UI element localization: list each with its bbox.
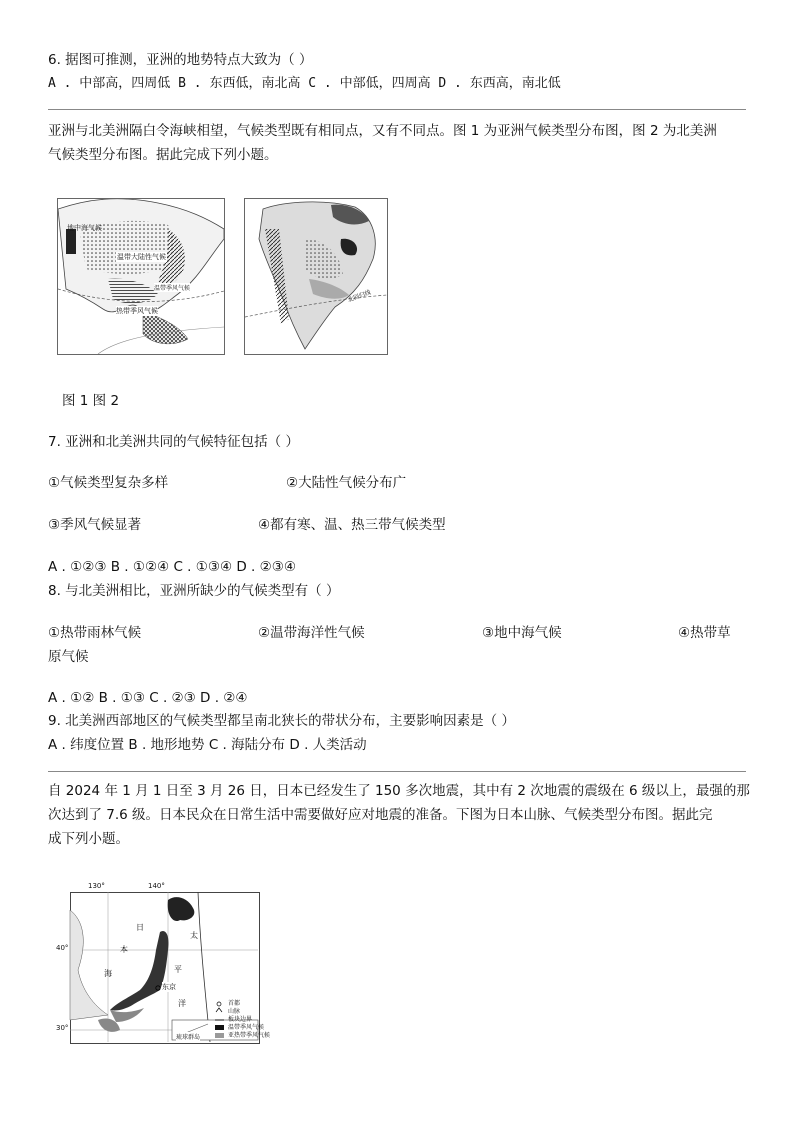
passage2-line2: 气候类型分布图。据此完成下列小题。 <box>48 147 278 163</box>
legend-capital: 首都 <box>228 1000 241 1007</box>
q8-statement-4b: 原气候 <box>48 649 89 665</box>
q9-options: A . 纬度位置 B . 地形地势 C . 海陆分布 D . 人类活动 <box>48 737 367 753</box>
asia-climate-map <box>57 198 225 355</box>
north-america-climate-map <box>244 198 388 355</box>
japan-map <box>48 880 288 1045</box>
asia-label-temperate-monsoon: 温带季风气候 <box>154 285 191 292</box>
figure-caption: 图 1 图 2 <box>62 393 120 409</box>
q7-statement-2: ②大陆性气候分布广 <box>286 475 407 491</box>
q8-stem: 8. 与北美洲相比，亚洲所缺少的气候类型有（ ） <box>48 583 340 599</box>
map-legend <box>228 1000 270 1040</box>
q6-stem: 6. 据图可推测，亚洲的地势特点大致为（ ） <box>48 52 313 68</box>
asia-label-tropical-monsoon: 热带季风气候 <box>116 307 158 315</box>
capital-symbol-icon <box>217 1002 221 1006</box>
passage3-line2: 次达到了 7.6 级。日本民众在日常生活中需要做好应对地震的准备。下图为日本山脉、气候类型分布图。据此完 <box>48 807 713 823</box>
capital-label: 东京 <box>162 983 176 991</box>
lon-label-140: 140° <box>148 882 165 890</box>
legend-plate-boundary: 板块边界 <box>228 1016 253 1023</box>
sea-label-hai: 海 <box>104 969 112 978</box>
q7-options: A . ①②③ B . ①②④ C . ①③④ D . ②③④ <box>48 559 296 575</box>
ryukyu-label: 琉球群岛 <box>176 1034 201 1041</box>
q8-statement-1: ①热带雨林气候 <box>48 625 142 641</box>
lon-label-130: 130° <box>88 882 105 890</box>
sea-label-ben: 本 <box>120 945 128 954</box>
tropic-of-cancer-label: 北回归线 <box>346 289 372 304</box>
q8-statement-3: ③地中海气候 <box>482 625 562 641</box>
asia-label-mediterranean: 地中海气候 <box>67 224 102 232</box>
temperate-monsoon-swatch <box>215 1025 224 1030</box>
asia-label-continental: 温带大陆性气候 <box>117 253 166 261</box>
legend-temperate-monsoon: 温带季风气候 <box>228 1024 265 1031</box>
lat-label-40: 40° <box>56 944 69 952</box>
q7-stem: 7. 亚洲和北美洲共同的气候特征包括（ ） <box>48 434 299 450</box>
lat-label-30: 30° <box>56 1024 69 1032</box>
legend-subtropical-monsoon: 亚热带季风气候 <box>228 1032 271 1039</box>
divider-2 <box>48 771 746 772</box>
sea-label-ri: 日 <box>136 923 144 932</box>
q8-options: A . ①② B . ①③ C . ②③ D . ②④ <box>48 690 248 706</box>
q8-statement-2: ②温带海洋性气候 <box>258 625 365 641</box>
ocean-label-tai: 太 <box>190 931 198 940</box>
q7-statement-1: ①气候类型复杂多样 <box>48 475 169 491</box>
q8-statement-4a: ④热带草 <box>678 625 731 641</box>
passage2-line1: 亚洲与北美洲隔白令海峡相望，气候类型既有相同点，又有不同点。图 1 为亚洲气候类型分布图，图 2 为北美洲 <box>48 123 717 139</box>
passage3-line3: 成下列小题。 <box>48 831 129 847</box>
q7-statement-3: ③季风气候显著 <box>48 517 142 533</box>
passage3-line1: 自 2024 年 1 月 1 日至 3 月 26 日，日本已经发生了 150 多次地震，其中有 2 次地震的震级在 6 级以上，最强的那 <box>48 783 750 799</box>
mountain-symbol-icon <box>216 1008 222 1012</box>
q6-options: A . 中部高，四周低 B . 东西低，南北高 C . 中部低，四周高 D . 东西高，南北低 <box>48 76 561 91</box>
q9-stem: 9. 北美洲西部地区的气候类型都呈南北狭长的带状分布，主要影响因素是（ ） <box>48 713 515 729</box>
legend-mountain: 山脉 <box>228 1008 241 1015</box>
north-america-map-graphic <box>245 199 387 354</box>
ocean-label-yang: 洋 <box>178 999 186 1008</box>
subtropical-monsoon-swatch <box>215 1033 224 1038</box>
ocean-label-ping: 平 <box>174 965 182 974</box>
divider-1 <box>48 109 746 110</box>
q7-statement-4: ④都有寒、温、热三带气候类型 <box>258 517 446 533</box>
